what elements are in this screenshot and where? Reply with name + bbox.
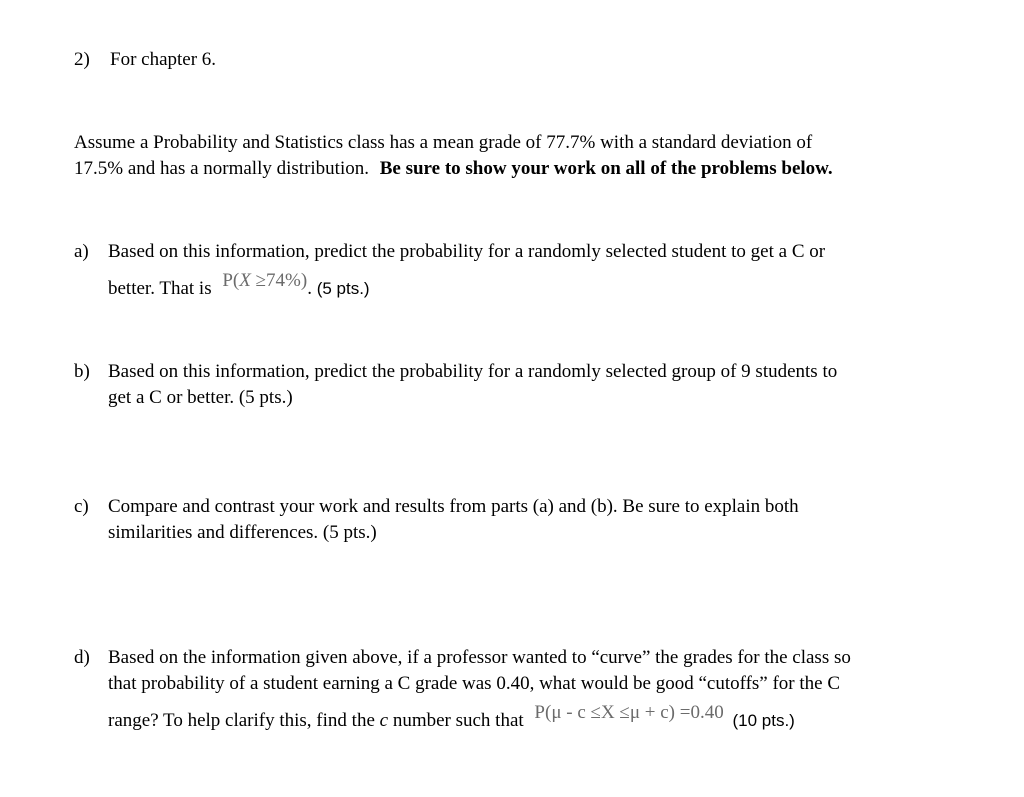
question-number: 2) bbox=[74, 49, 90, 70]
part-a-label: a) bbox=[74, 241, 89, 262]
part-d-formula: P(μ - c ≤X ≤μ + c) =0.40 bbox=[534, 702, 724, 723]
part-d-c-variable: c bbox=[379, 710, 389, 731]
part-d-line-3 bbox=[108, 702, 795, 733]
formula-x: X bbox=[239, 270, 251, 291]
part-a-line-1: Based on this information, predict the probability for a randomly selected student to get a C or bbox=[108, 241, 826, 262]
part-d-label: d) bbox=[74, 647, 90, 668]
formula-rest: ≥74%) bbox=[250, 270, 308, 291]
intro-line-1: Assume a Probability and Statistics class has a mean grade of 77.7% with a standard deviation of bbox=[74, 132, 813, 153]
part-b-label: b) bbox=[74, 361, 90, 382]
part-a-points: (5 pts.) bbox=[311, 279, 370, 298]
part-a-period: . bbox=[307, 278, 312, 299]
question-title: For chapter 6. bbox=[110, 49, 217, 70]
intro-bold-instruction: Be sure to show your work on all of the problems below. bbox=[379, 158, 833, 179]
part-d-line-2: that probability of a student earning a C grade was 0.40, what would be good “cutoffs” for the C bbox=[108, 673, 841, 694]
part-d-line-3-start: range? To help clarify this, find the bbox=[108, 710, 380, 731]
intro-line-2 bbox=[74, 157, 833, 181]
part-a-line-2 bbox=[108, 270, 370, 301]
part-d-line-3-mid: number such that bbox=[388, 710, 524, 731]
formula-p: P( bbox=[222, 270, 240, 291]
part-c-line-2: similarities and differences. (5 pts.) bbox=[108, 522, 377, 543]
part-d-points: (10 pts.) bbox=[732, 711, 795, 730]
intro-plain-text: 17.5% and has a normally distribution. bbox=[74, 158, 369, 179]
part-b-line-2: get a C or better. (5 pts.) bbox=[108, 387, 293, 408]
part-d-line-1: Based on the information given above, if a professor wanted to “curve” the grades for the class so bbox=[108, 647, 851, 668]
part-c-label: c) bbox=[74, 496, 89, 517]
part-b-line-1: Based on this information, predict the probability for a randomly selected group of 9 students to bbox=[108, 361, 838, 382]
part-c-line-1: Compare and contrast your work and results from parts (a) and (b). Be sure to explain both bbox=[108, 496, 799, 517]
part-a-line-2-start: better. That is bbox=[108, 278, 212, 299]
part-a-formula bbox=[222, 270, 307, 291]
